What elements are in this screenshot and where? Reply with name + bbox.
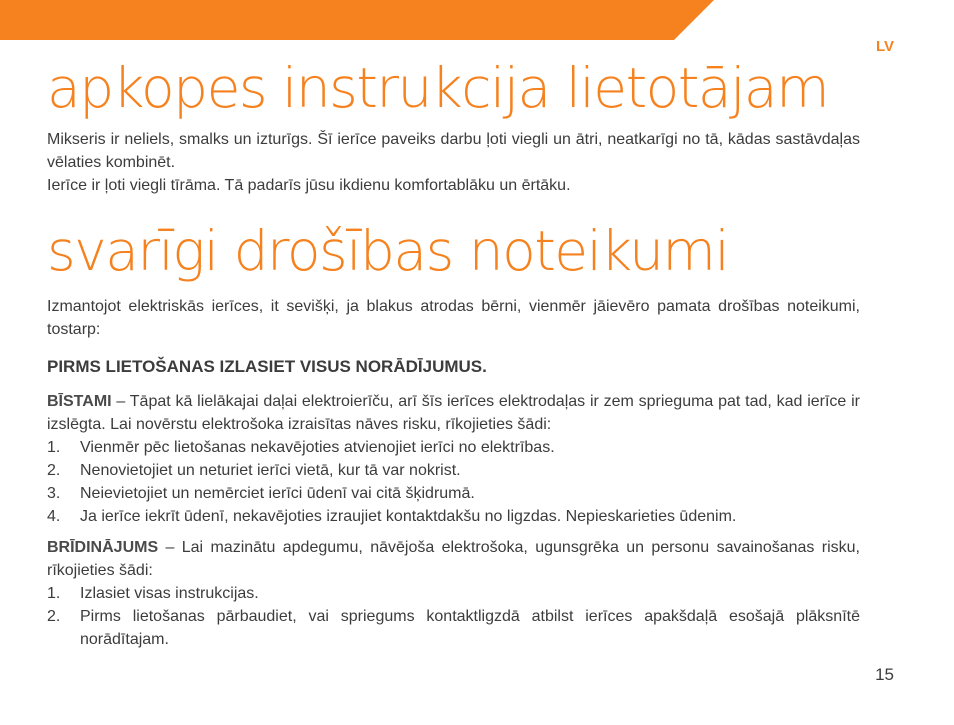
- safety-intro-paragraph: Izmantojot elektriskās ierīces, it sevišķi, ja blakus atrodas bērni, vienmēr jāievēro pamata drošības noteikumi, tostarp:: [47, 298, 860, 338]
- section-title-safety-rules: svarīgi drošības noteikumi: [47, 219, 729, 283]
- list-item: [47, 505, 860, 528]
- list-text: Vienmēr pēc lietošanas nekavējoties atvienojiet ierīci no elektrības.: [80, 439, 555, 456]
- list-item: [47, 459, 860, 482]
- intro-paragraph: Mikseris ir neliels, smalks un izturīgs. Šī ierīce paveiks darbu ļoti viegli un ātri, neatkarīgi no tā, kādas sastāvdaļas vēlaties kombinēt.: [47, 131, 860, 171]
- list-number: 1.: [47, 439, 61, 456]
- read-instructions-notice: PIRMS LIETOŠANAS IZLASIET VISUS NORĀDĪJUMUS.: [47, 357, 487, 376]
- list-item: [47, 605, 860, 651]
- language-code: LV: [875, 38, 894, 55]
- list-number: 3.: [47, 485, 61, 502]
- cleaning-paragraph: Ierīce ir ļoti viegli tīrāma. Tā padarīs jūsu ikdienu komfortablāku un ērtāku.: [47, 177, 571, 194]
- warning-keyword: BRĪDINĀJUMS: [47, 539, 159, 556]
- page-content: [47, 52, 860, 651]
- page-number: 15: [875, 665, 894, 684]
- danger-keyword: BĪSTAMI: [47, 393, 112, 410]
- section-title-care-instructions: apkopes instrukcija lietotājam: [47, 56, 829, 120]
- list-item: [47, 482, 860, 505]
- list-item: [47, 436, 860, 459]
- warning-text: – Lai mazinātu apdegumu, nāvējoša elektrošoka, ugunsgrēka un personu savainošanas risku, rīkojieties šādi:: [47, 539, 860, 579]
- list-text: Neievietojiet un nemērciet ierīci ūdenī vai citā šķidrumā.: [80, 485, 475, 502]
- list-text: Nenovietojiet un neturiet ierīci vietā, kur tā var nokrist.: [80, 462, 461, 479]
- list-text: Ja ierīce iekrīt ūdenī, nekavējoties izraujiet kontaktdakšu no ligzdas. Nepieskarieties ūdenim.: [80, 508, 737, 525]
- list-item: [47, 582, 860, 605]
- list-number: 4.: [47, 508, 61, 525]
- list-text: Pirms lietošanas pārbaudiet, vai spriegums kontaktligzdā atbilst ierīces apakšdaļā esošajā plāksnītē norādītajam.: [80, 608, 860, 648]
- list-text: Izlasiet visas instrukcijas.: [80, 585, 259, 602]
- list-number: 2.: [47, 462, 61, 479]
- orange-header-bar: [0, 0, 714, 40]
- warning-paragraph: [47, 536, 860, 582]
- danger-paragraph: [47, 390, 860, 436]
- danger-text: – Tāpat kā lielākajai daļai elektroierīču, arī šīs ierīces elektrodaļas ir zem sprieguma pat tad, kad ierīce ir izslēgta. Lai novērstu elektrošoka izraisītas nāves risku, rīkojieties šādi:: [47, 393, 860, 433]
- list-number: 1.: [47, 585, 61, 602]
- danger-list: [47, 436, 860, 528]
- list-number: 2.: [47, 608, 61, 625]
- warning-list: [47, 582, 860, 651]
